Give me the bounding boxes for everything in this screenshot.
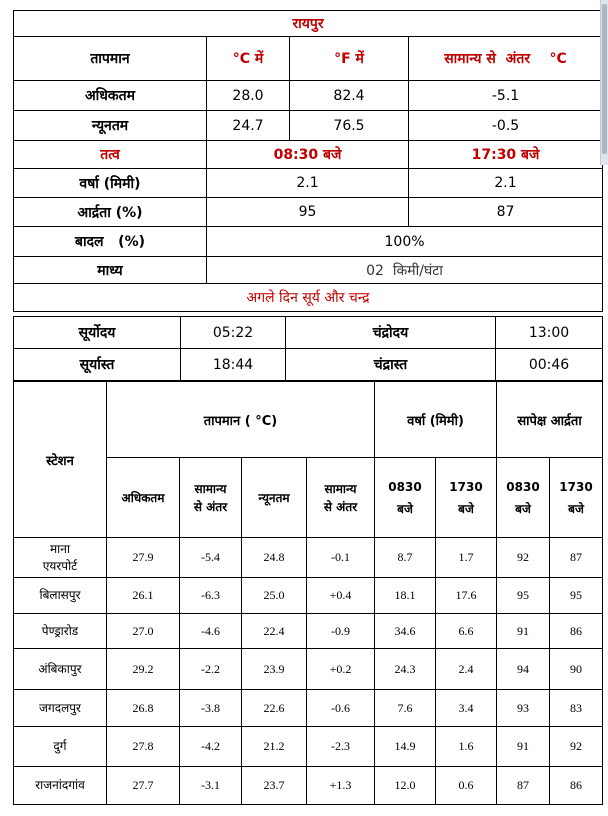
rain-1730-subheader [436,458,497,538]
table-row [14,767,603,805]
humidity-1730-subheader [550,458,603,538]
moonset-label: चंद्रास्त [286,349,496,381]
max-diff-cell: -6.3 [180,578,242,614]
fahrenheit-header: °F में [290,37,409,81]
min-diff-cell: -0.6 [307,690,375,727]
temp-group-header: तापमान ( °C) [107,382,375,458]
medium-label: माध्य [14,257,207,284]
humidity-0830-subheader [497,458,550,538]
station-name-line: राजनांदगांव [35,778,85,792]
max-temp-cell: 27.8 [107,727,180,767]
rain-1730-cell: 1.7 [436,538,497,578]
min-temp-cell: 23.7 [242,767,307,805]
min-diff-cell: +1.3 [307,767,375,805]
rain-0830-cell: 14.9 [375,727,436,767]
raipur-weather-table [13,10,603,312]
humidity-1730-cell: 92 [550,727,603,767]
station-name-line: अंबिकापुर [38,661,82,676]
max-temp-cell: 27.7 [107,767,180,805]
time-1730-header: 17:30 बजे [409,141,603,169]
sun-moon-table [13,316,603,381]
max-temp-f: 82.4 [290,81,409,111]
rain-group-header: वर्षा (मिमी) [375,382,497,458]
rain-0830-cell: 7.6 [375,690,436,727]
min-temp-cell: 22.4 [242,614,307,649]
diff-line-1: सामान्य [324,481,357,496]
humidity-0830-cell: 91 [497,727,550,767]
time-unit: बजे [568,501,584,516]
station-name-line: जगदलपुर [39,700,81,715]
max-temp-cell: 26.8 [107,690,180,727]
station-name-line: पेण्ड्रारोड [41,623,79,638]
sunset-label: सूर्यास्त [14,349,181,381]
min-diff-cell: +0.2 [307,649,375,690]
moonrise-label: चंद्रोदय [286,317,496,349]
humidity-0830-cell: 87 [497,767,550,805]
max-temp-c: 28.0 [207,81,290,111]
min-diff-cell: -2.3 [307,727,375,767]
time-unit: बजे [458,501,474,516]
min-temp-cell: 25.0 [242,578,307,614]
diff-line-1: सामान्य [194,481,227,496]
humidity-1730-cell: 87 [550,538,603,578]
table-row [14,727,603,767]
rain-1730-cell: 17.6 [436,578,497,614]
diff-line-2: से अंतर [323,499,358,514]
rain-0830-cell: 18.1 [375,578,436,614]
max-temp-cell: 27.0 [107,614,180,649]
time-unit: बजे [397,501,413,516]
min-temp-cell: 21.2 [242,727,307,767]
min-diff-cell: -0.9 [307,614,375,649]
min-temp-cell: 24.8 [242,538,307,578]
medium-value: 02 किमी/घंटा [207,257,603,284]
rain-1730-cell: 2.4 [436,649,497,690]
min-temp-label: न्यूनतम [14,111,207,141]
rainfall-0830: 2.1 [207,169,409,198]
min-temp-diff: -0.5 [409,111,603,141]
max-diff-cell: -4.6 [180,614,242,649]
time-0830-header: 08:30 बजे [207,141,409,169]
normal-diff-header: सामान्य से अंतर °C [409,37,603,81]
rainfall-1730: 2.1 [409,169,603,198]
min-diff-cell: +0.4 [307,578,375,614]
max-temp-cell: 26.1 [107,578,180,614]
diff-subheader-1 [180,458,242,538]
sunset-value: 18:44 [181,349,286,381]
rain-1730-cell: 6.6 [436,614,497,649]
max-diff-cell: -5.4 [180,538,242,578]
humidity-0830-cell: 93 [497,690,550,727]
moonrise-value: 13:00 [496,317,603,349]
time-label: 0830 [388,479,422,494]
station-name [14,614,107,649]
station-name [14,538,107,578]
rain-0830-cell: 24.3 [375,649,436,690]
cloud-value: 100% [207,227,603,257]
time-label: 1730 [449,479,483,494]
table-row [14,614,603,649]
humidity-1730-cell: 83 [550,690,603,727]
max-subheader: अधिकतम [107,458,180,538]
max-temp-cell: 27.9 [107,538,180,578]
temperature-label: तापमान [14,37,207,81]
table-row [14,649,603,690]
station-name-line: बिलासपुर [39,588,81,602]
humidity-1730-cell: 90 [550,649,603,690]
min-subheader: न्यूनतम [242,458,307,538]
max-diff-cell: -2.2 [180,649,242,690]
element-label: तत्व [14,141,207,169]
max-diff-cell: -4.2 [180,727,242,767]
station-name-line: माना [49,541,71,556]
rain-0830-cell: 12.0 [375,767,436,805]
humidity-group-header: सापेक्ष आर्द्रता [497,382,603,458]
max-diff-cell: -3.8 [180,690,242,727]
humidity-0830-cell: 95 [497,578,550,614]
min-temp-cell: 22.6 [242,690,307,727]
table-row [14,538,603,578]
rain-0830-subheader [375,458,436,538]
station-name [14,578,107,614]
station-name-line: दुर्ग [53,739,67,753]
min-temp-f: 76.5 [290,111,409,141]
min-diff-cell: -0.1 [307,538,375,578]
humidity-0830-cell: 94 [497,649,550,690]
max-diff-cell: -3.1 [180,767,242,805]
celsius-header: °C में [207,37,290,81]
humidity-1730: 87 [409,198,603,227]
humidity-0830-cell: 92 [497,538,550,578]
rain-0830-cell: 8.7 [375,538,436,578]
rain-1730-cell: 0.6 [436,767,497,805]
cloud-label: बादल (%) [14,227,207,257]
humidity-1730-cell: 86 [550,767,603,805]
sun-moon-title: अगले दिन सूर्य और चन्द्र [14,284,603,312]
min-temp-c: 24.7 [207,111,290,141]
station-header: स्टेशन [14,382,107,538]
max-temp-cell: 29.2 [107,649,180,690]
rain-1730-cell: 3.4 [436,690,497,727]
station-name [14,727,107,767]
table-row [14,578,603,614]
sunrise-value: 05:22 [181,317,286,349]
rain-1730-cell: 1.6 [436,727,497,767]
sunrise-label: सूर्योदय [14,317,181,349]
humidity-0830-cell: 91 [497,614,550,649]
time-unit: बजे [515,501,531,516]
humidity-label: आर्द्रता (%) [14,198,207,227]
max-temp-diff: -5.1 [409,81,603,111]
diff-subheader-2 [307,458,375,538]
time-label: 0830 [506,479,540,494]
city-title: रायपुर [14,11,603,37]
humidity-1730-cell: 86 [550,614,603,649]
station-name [14,690,107,727]
scrollbar-thumb[interactable] [602,4,607,154]
rainfall-label: वर्षा (मिमी) [14,169,207,198]
station-name-line: एयरपोर्ट [42,558,78,573]
station-name [14,649,107,690]
humidity-1730-cell: 95 [550,578,603,614]
diff-line-2: से अंतर [193,499,228,514]
stations-table [13,381,603,805]
min-temp-cell: 23.9 [242,649,307,690]
moonset-value: 00:46 [496,349,603,381]
max-temp-label: अधिकतम [14,81,207,111]
station-rows [14,538,603,805]
time-label: 1730 [559,479,593,494]
humidity-0830: 95 [207,198,409,227]
rain-0830-cell: 34.6 [375,614,436,649]
vertical-scrollbar[interactable] [600,0,608,165]
table-row [14,690,603,727]
station-name [14,767,107,805]
